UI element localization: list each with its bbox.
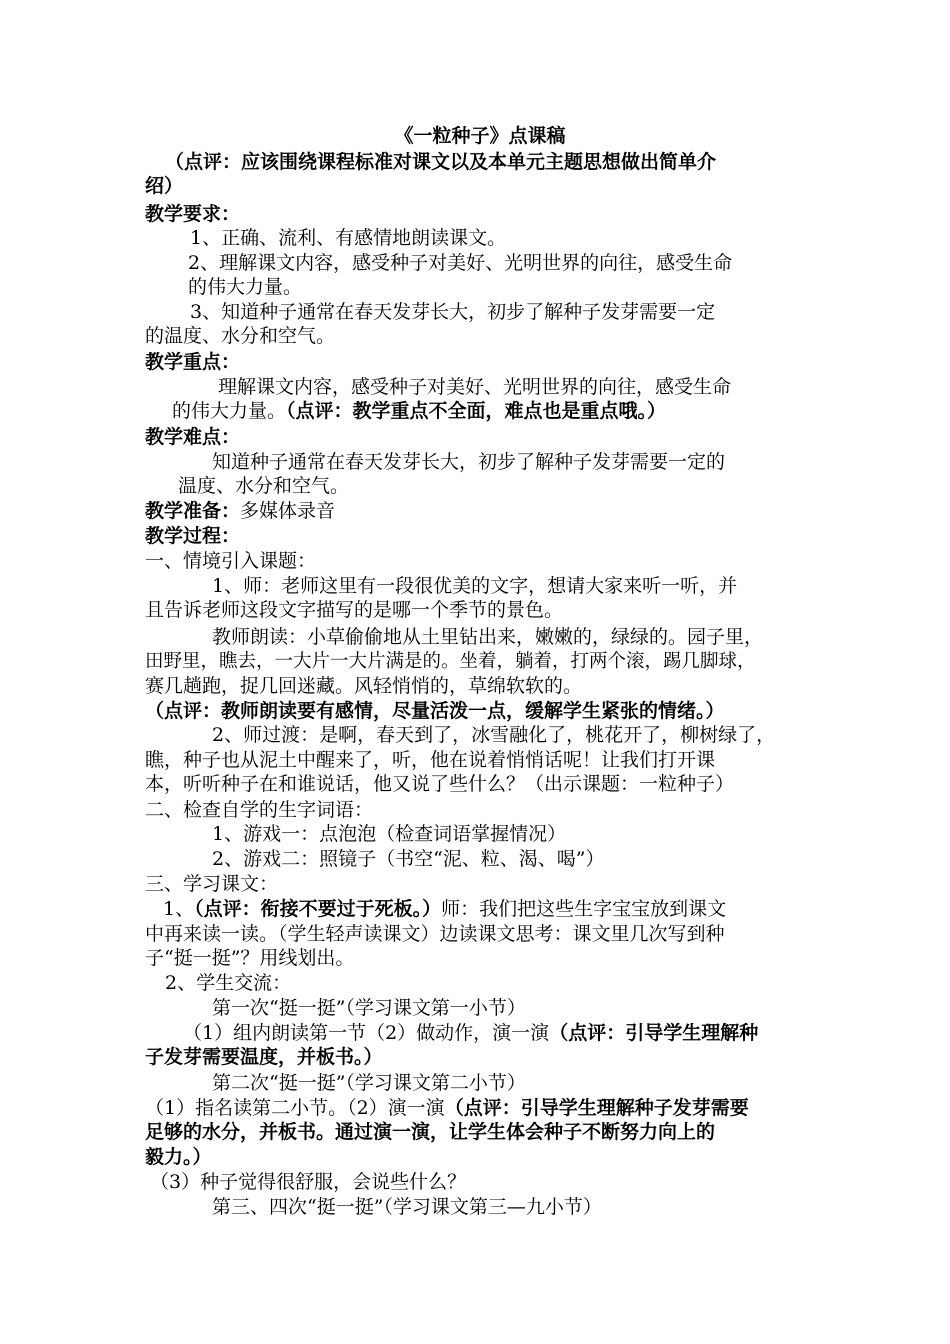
requirement-item-1: 1、正确、流利、有感情地朗读课文。 [190, 227, 507, 249]
section-3-item-1-comment: （点评：衔接不要过于死板。） [194, 898, 442, 920]
second-stretch-comment-b: 足够的水分，并板书。通过演一演，让学生体会种子不断努力向上的 [145, 1121, 716, 1143]
section-3-item-1-text: 师：我们把这些生字宝宝放到课文 [441, 898, 727, 920]
section-1-item-2b: 瞧，种子也从泥土中醒来了，听，他在说着悄悄话呢！让我们打开课 [145, 749, 716, 771]
section-3-item-1a [163, 897, 833, 921]
teacher-reading-a: 教师朗读：小草偷偷地从土里钻出来，嫩嫩的，绿绿的。园子里， [212, 626, 764, 648]
section-1-heading: 一、情境引入课题： [145, 550, 317, 572]
section-1-item-1a: 1、师：老师这里有一段很优美的文字，想请大家来听一听，并 [212, 575, 738, 597]
requirements-heading: 教学要求： [145, 203, 241, 225]
process-heading: 教学过程： [145, 525, 241, 547]
second-stretch-comment-c: 毅力。） [145, 1146, 212, 1168]
preparation-text: 多媒体录音 [240, 500, 336, 522]
section-3-heading: 三、学习课文： [145, 873, 279, 895]
section-3-item-1-number: 1、 [163, 898, 195, 920]
preparation-heading: 教学准备： [145, 500, 241, 522]
section-3-item-1b: 中再来读一读。（学生轻声读课文）边读课文思考：课文里几次写到种 [145, 923, 725, 945]
third-stretch-heading: 第三、四次“挺一挺”（学习课文第三—九小节） [212, 1196, 602, 1218]
page-title: 《一粒种子》点课稿 [394, 125, 566, 147]
intro-comment-line-2: 绍） [145, 175, 184, 197]
first-stretch-line-a [183, 1021, 853, 1045]
requirement-item-2-cont: 的伟大力量。 [188, 276, 303, 298]
section-2-heading: 二、检查自学的生字词语： [145, 799, 374, 821]
requirement-item-3: 3、知道种子通常在春天发芽长大，初步了解种子发芽需要一定 [190, 301, 716, 323]
difficulties-heading: 教学难点： [145, 426, 241, 448]
preparation-line [145, 499, 815, 523]
teacher-reading-c: 赛几趟跑，捉几回迷藏。风轻悄悄的，草绵软软的。 [145, 675, 583, 697]
second-stretch-line-a [145, 1096, 815, 1120]
second-stretch-heading: 第二次“挺一挺”（学习课文第二小节） [212, 1072, 526, 1094]
section-1-comment: （点评：教师朗读要有感情，尽量活泼一点，缓解学生紧张的情绪。） [145, 700, 725, 722]
requirement-item-3-cont: 的温度、水分和空气。 [145, 325, 336, 347]
difficulties-line-1: 知道种子通常在春天发芽长大，初步了解种子发芽需要一定的 [212, 451, 726, 473]
key-points-line-2 [172, 399, 842, 423]
section-1-item-2c: 本，听听种子在和谁说话，他又说了些什么？（出示课题：一粒种子） [145, 773, 735, 795]
key-points-heading: 教学重点： [145, 351, 241, 373]
key-points-text: 的伟大力量。 [172, 400, 287, 422]
first-stretch-comment-b: 子发芽需要温度，并板书。） [145, 1046, 383, 1068]
key-points-comment: （点评：教学重点不全面，难点也是重点哦。） [286, 400, 667, 422]
difficulties-line-2: 温度、水分和空气。 [178, 475, 350, 497]
first-stretch-comment-a: （点评：引导学生理解种 [549, 1022, 759, 1044]
intro-comment-line-1: （点评：应该围绕课程标准对课文以及本单元主题思想做出简单介 [165, 151, 717, 173]
section-3-item-1c: 子“挺一挺”？用线划出。 [145, 947, 355, 969]
key-points-line-1: 理解课文内容，感受种子对美好、光明世界的向往，感受生命 [218, 376, 732, 398]
section-2-item-2: 2、游戏二：照镜子（书空“泥、粒、渴、喝”） [212, 848, 605, 870]
second-stretch-text: （1）指名读第二小节。（2）演一演 [145, 1097, 445, 1119]
section-3-item-2: 2、学生交流： [165, 972, 292, 994]
second-stretch-question: （3）种子觉得很舒服，会说些什么？ [150, 1171, 467, 1193]
requirement-item-2: 2、理解课文内容，感受种子对美好、光明世界的向往，感受生命 [188, 252, 733, 274]
section-1-item-2a: 2、师过渡：是啊，春天到了，冰雪融化了，桃花开了，柳树绿了， [212, 724, 776, 746]
section-2-item-1: 1、游戏一：点泡泡（检查词语掌握情况） [212, 823, 567, 845]
teacher-reading-b: 田野里，瞧去，一大片一大片满是的。坐着，躺着，打两个滚，踢几脚球， [145, 651, 756, 672]
section-1-item-1b: 且告诉老师这段文字描写的是哪一个季节的景色。 [145, 599, 564, 621]
first-stretch-text: （1）组内朗读第一节（2）做动作，演一演 [183, 1022, 550, 1044]
first-stretch-heading: 第一次“挺一挺”（学习课文第一小节） [212, 997, 526, 1019]
second-stretch-comment-a: （点评：引导学生理解种子发芽需要 [444, 1097, 749, 1119]
